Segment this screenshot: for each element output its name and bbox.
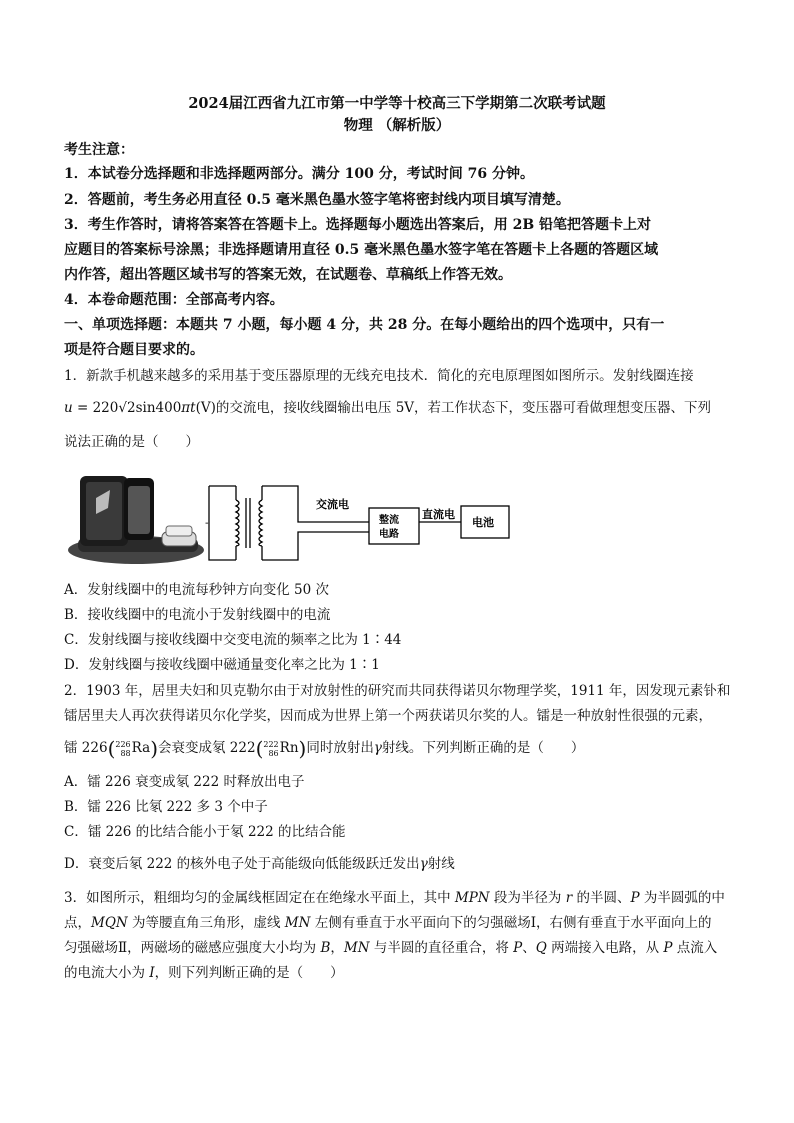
- primary-minus-mark: -: [205, 518, 209, 529]
- q1-option-b: B．接收线圈中的电流小于发射线圈中的电流: [64, 607, 331, 623]
- q1-option-c: C．发射线圈与接收线圈中交变电流的频率之比为 1∶44: [64, 632, 402, 648]
- notice-4: 4．本卷命题范围：全部高考内容。: [64, 292, 284, 308]
- q2-stem-line1: 2．1903 年，居里夫妇和贝克勒尔由于对放射性的研究而共同获得诺贝尔物理学奖，1911 年，因发现元素钋和: [64, 683, 731, 699]
- exam-subtitle: 物理 （解析版）: [343, 117, 451, 134]
- section-heading: 一、单项选择题：本题共 7 小题，每小题 4 分，共 28 分。在每小题给出的四个选项中，只有一: [64, 317, 665, 333]
- q2-stem-line3: 镭 226( 226 88 Ra)会衰变成氡 222( 222 86 Rn)同时放射出γ射线。下列判断正确的是（ ）: [64, 736, 585, 761]
- ac-label: 交流电: [316, 498, 349, 511]
- notice-heading: 考生注意：: [64, 142, 134, 158]
- ra-nuclide-numbers: 226 88: [115, 739, 131, 758]
- notice-3-cont: 应题目的答案标号涂黑；非选择题请用直径 0.5 毫米黑色墨水签字笔在答题卡上各题的答题区域: [64, 242, 659, 258]
- exam-title: 2024届江西省九江市第一中学等十校高三下学期第二次联考试题: [188, 95, 606, 112]
- q3-stem-line1: 3．如图所示，粗细均匀的金属线框固定在在绝缘水平面上，其中 MPN 段为半径为 r 的半圆、P 为半圆弧的中: [64, 890, 725, 906]
- transformer-circuit: [209, 486, 509, 560]
- q3-stem-line3: 匀强磁场Ⅱ，两磁场的磁感应强度大小均为 B，MN 与半圆的直径重合，将 P、Q 两端接入电路，从 P 点流入: [64, 940, 718, 956]
- q1-stem-line2: u = 220√2sin400πt(V)的交流电，接收线圈输出电压 5V，若工作状态下，变压器可看做理想变压器、下列: [64, 400, 712, 416]
- q2-option-c: C．镭 226 的比结合能小于氡 222 的比结合能: [64, 824, 346, 840]
- q2-stem-line2: 镭居里夫人再次获得诺贝尔化学奖，因而成为世界上第一个两获诺贝尔奖的人。镭是一种放射性很强的元素，: [64, 708, 712, 724]
- notice-2: 2．答题前，考生务必用直径 0.5 毫米黑色墨水签字笔将密封线内项目填写清楚。: [64, 192, 570, 208]
- notice-1: 1．本试卷分选择题和非选择题两部分。满分 100 分，考试时间 76 分钟。: [64, 166, 534, 182]
- notice-3-cont2: 内作答，超出答题区域书写的答案无效，在试题卷、草稿纸上作答无效。: [64, 267, 512, 283]
- q3-stem-line2: 点，MQN 为等腰直角三角形，虚线 MN 左侧有垂直于水平面向下的匀强磁场Ⅰ，右侧有垂直于水平面向上的: [64, 915, 712, 931]
- q1-formula: u = 220√2sin400πt(V): [64, 400, 216, 416]
- rectifier-label-1: 整流: [379, 515, 399, 526]
- rectifier-label-2: 电路: [379, 529, 399, 540]
- q2-option-b: B．镭 226 比氡 222 多 3 个中子: [64, 799, 268, 815]
- notice-3: 3．考生作答时，请将答案答在答题卡上。选择题每小题选出答案后，用 2B 铅笔把答题卡上对: [64, 217, 652, 233]
- q1-figure: [66, 468, 516, 574]
- wireless-charger-image: [68, 476, 204, 564]
- q3-stem-line4: 的电流大小为 I，则下列判断正确的是（ ）: [64, 965, 344, 981]
- q2-option-a: A．镭 226 衰变成氡 222 时释放出电子: [64, 774, 305, 790]
- q2-option-d: D．衰变后氡 222 的核外电子处于高能级向低能级跃迁发出γ射线: [64, 856, 455, 872]
- rn-nuclide-numbers: 222 86: [263, 739, 279, 758]
- q1-option-d: D．发射线圈与接收线圈中磁通量变化率之比为 1∶1: [64, 657, 380, 673]
- section-heading-cont: 项是符合题目要求的。: [64, 342, 204, 358]
- battery-label: 电池: [472, 516, 494, 529]
- q1-stem-line1: 1．新款手机越来越多的采用基于变压器原理的无线充电技术．简化的充电原理图如图所示。发射线圈连接: [64, 368, 694, 384]
- dc-label: 直流电: [422, 508, 455, 521]
- q1-stem-line3: 说法正确的是（ ）: [64, 434, 199, 450]
- q1-option-a: A．发射线圈中的电流每秒钟方向变化 50 次: [64, 582, 330, 598]
